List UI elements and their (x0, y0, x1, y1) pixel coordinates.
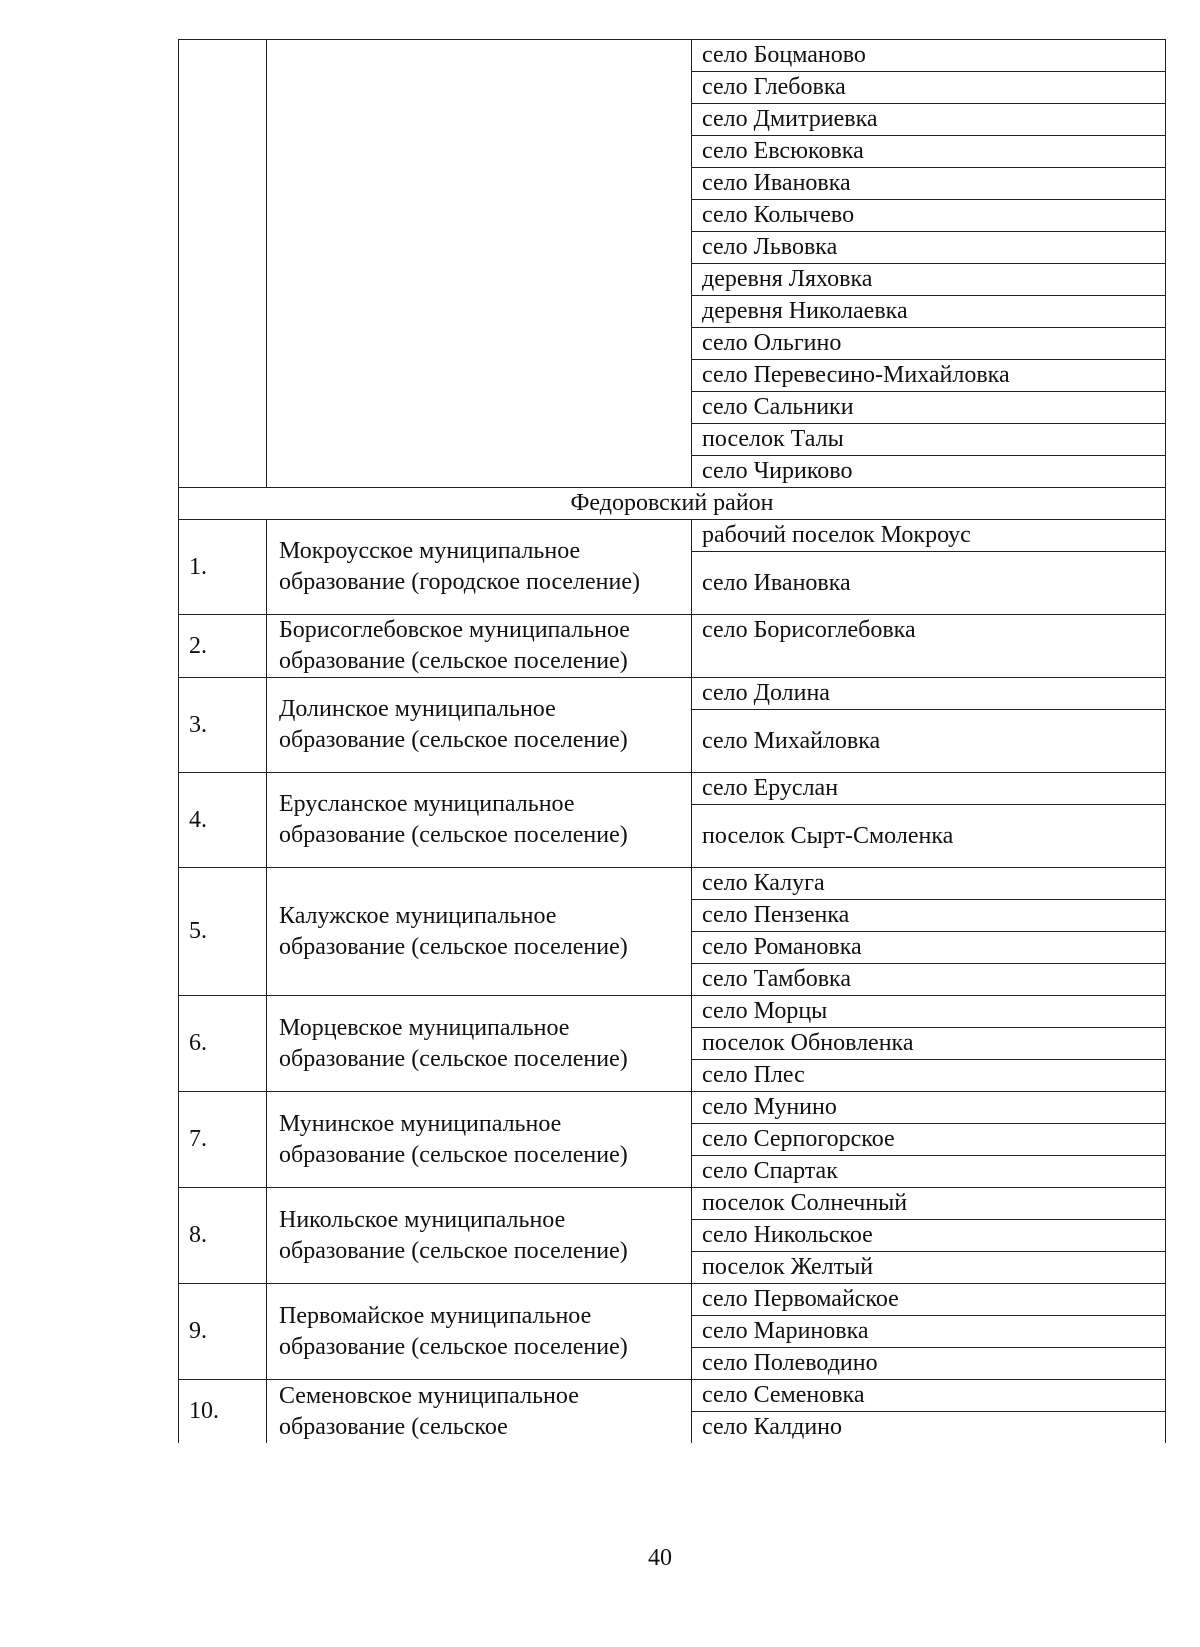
settlements-cell (692, 40, 1166, 488)
row-number: 1. (179, 520, 267, 615)
row-number: 10. (179, 1380, 267, 1444)
settlements-cell (692, 996, 1166, 1092)
settlement-name: село Михайловка (692, 710, 1165, 773)
district-row (179, 488, 1166, 520)
settlement-name: поселок Обновленка (692, 1028, 1165, 1060)
settlements-table (178, 39, 1166, 1443)
table-row (179, 615, 1166, 678)
settlement-name: село Дмитриевка (692, 104, 1165, 136)
settlement-name: поселок Талы (692, 424, 1165, 456)
settlement-name: поселок Солнечный (702, 1190, 908, 1216)
settlement-name: село Евсюковка (692, 136, 1165, 168)
settlement-name: поселок Желтый (692, 1252, 1165, 1284)
row-number: 4. (179, 773, 267, 868)
settlement-name: село Львовка (692, 232, 1165, 264)
municipality-name: Первомайское муниципальное образование (сельское поселение) (267, 1284, 692, 1380)
settlements-cell (692, 520, 1166, 615)
settlement-name: село Глебовка (692, 72, 1165, 104)
settlement-name: село Спартак (692, 1156, 1165, 1188)
row-number: 7. (179, 1092, 267, 1188)
municipality-name: Семеновское муниципальное образование (сельское (267, 1380, 692, 1444)
settlement-name: село Ивановка (692, 168, 1165, 200)
settlement-name: деревня Ляховка (692, 264, 1165, 296)
table-row (179, 1188, 1166, 1284)
settlements-cell (692, 868, 1166, 996)
municipality-name: Мунинское муниципальное образование (сельское поселение) (267, 1092, 692, 1188)
settlements-cell (692, 773, 1166, 868)
settlements-cell (692, 615, 1166, 678)
municipality-name: Морцевское муниципальное образование (сельское поселение) (267, 996, 692, 1092)
settlement-name: село Колычево (692, 200, 1165, 232)
table-row (179, 868, 1166, 996)
settlement-name: село Сальники (692, 392, 1165, 424)
table-row (179, 1092, 1166, 1188)
table-row (179, 773, 1166, 868)
settlement-name: село Калдино (692, 1412, 1165, 1444)
settlements-cell (692, 1188, 1166, 1284)
settlement-name: село Серпогорское (692, 1124, 1165, 1156)
settlement-name: село Тамбовка (692, 964, 1165, 996)
settlement-name: село Морцы (702, 998, 828, 1024)
settlement-name: село Боцманово (702, 42, 866, 68)
table-row (179, 678, 1166, 773)
name-cell (267, 40, 692, 488)
municipality-name: Мокроусское муниципальное образование (городское поселение) (267, 520, 692, 615)
table-row (179, 40, 1166, 488)
municipality-name: Ерусланское муниципальное образование (сельское поселение) (267, 773, 692, 868)
municipality-name: Никольское муниципальное образование (сельское поселение) (267, 1188, 692, 1284)
table-row (179, 1284, 1166, 1380)
settlement-name: село Чириково (692, 456, 1165, 488)
row-number: 8. (179, 1188, 267, 1284)
settlement-name: село Еруслан (702, 775, 839, 801)
settlement-name: село Мариновка (692, 1316, 1165, 1348)
table-row (179, 996, 1166, 1092)
row-number: 6. (179, 996, 267, 1092)
settlement-name: рабочий поселок Мокроус (702, 522, 971, 548)
row-number: 2. (179, 615, 267, 678)
settlement-name: село Мунино (702, 1094, 837, 1120)
district-header: Федоровский район (179, 488, 1166, 520)
settlement-name: село Калуга (702, 870, 825, 896)
settlements-cell (692, 678, 1166, 773)
settlement-name: село Ольгино (692, 328, 1165, 360)
settlement-name: село Полеводино (692, 1348, 1165, 1380)
table-row (179, 520, 1166, 615)
settlements-cell (692, 1380, 1166, 1444)
municipality-name: Долинское муниципальное образование (сельское поселение) (267, 678, 692, 773)
settlement-name: село Семеновка (702, 1382, 865, 1408)
settlement-name: поселок Сырт-Смоленка (692, 805, 1165, 868)
settlement-name: село Перевесино-Михайловка (692, 360, 1165, 392)
settlements-cell (692, 1284, 1166, 1380)
settlement-name: село Долина (702, 680, 830, 706)
settlement-name: село Романовка (692, 932, 1165, 964)
settlement-name: село Плес (692, 1060, 1165, 1092)
page-number: 40 (648, 1545, 672, 1571)
settlement-name: село Первомайское (702, 1286, 899, 1312)
settlements-cell (692, 1092, 1166, 1188)
municipality-name: Калужское муниципальное образование (сельское поселение) (267, 868, 692, 996)
number-cell (179, 40, 267, 488)
row-number: 9. (179, 1284, 267, 1380)
municipality-name: Борисоглебовское муниципальное образование (сельское поселение) (267, 615, 692, 678)
row-number: 5. (179, 868, 267, 996)
row-number: 3. (179, 678, 267, 773)
table-row (179, 1380, 1166, 1444)
settlement-name: деревня Николаевка (692, 296, 1165, 328)
settlement-name: село Ивановка (692, 552, 1165, 615)
settlement-name: село Никольское (692, 1220, 1165, 1252)
settlement-name: село Пензенка (692, 900, 1165, 932)
settlement-name: село Борисоглебовка (702, 617, 916, 643)
